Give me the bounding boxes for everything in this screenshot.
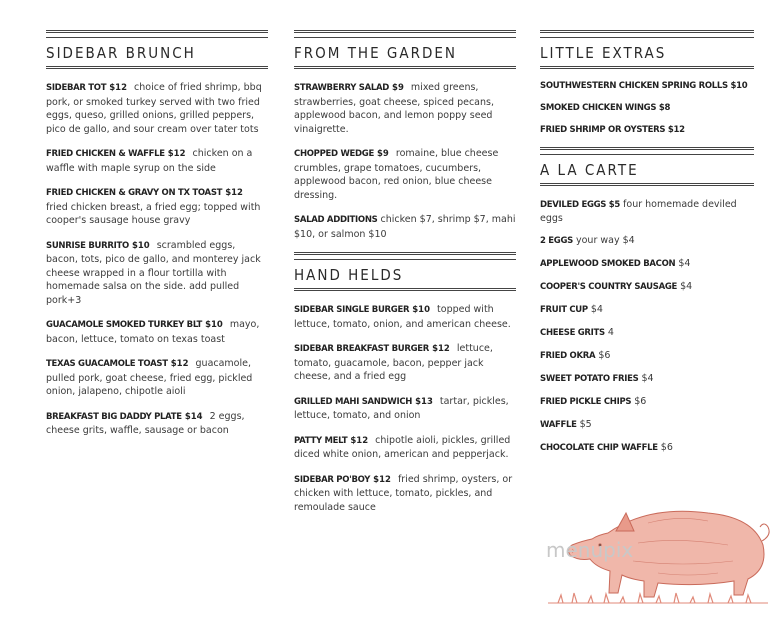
menu-item-price: $12 (350, 435, 369, 446)
menu-item-name: TEXAS GUACAMOLE TOAST (46, 359, 168, 369)
garden-items (294, 81, 516, 241)
menu-item-price: $13 (415, 396, 433, 407)
menu-item (46, 81, 268, 136)
a-la-carte-item (540, 257, 754, 271)
menu-item-name: FRIED CHICKEN & GRAVY ON TX TOAST (46, 188, 223, 198)
a-la-carte-item-detail: $4 (678, 258, 691, 269)
menu-item (294, 395, 516, 423)
a-la-carte-item (540, 372, 754, 386)
menu-item (294, 213, 516, 241)
menu-item-name: BREAKFAST BIG DADDY PLATE (46, 411, 182, 422)
a-la-carte-item (540, 349, 754, 363)
menu-item-description: fried chicken breast, a fried egg; topped with cooper's sausage house gravy (46, 201, 261, 226)
menu-item (46, 239, 268, 308)
menu-item-name: CHOPPED WEDGE (294, 149, 374, 159)
menu-item-description: fried shrimp, oysters, or chicken with lettuce, tomato, pickles, and remoulade sauce (294, 473, 513, 513)
section-title-little-extras: LITTLE EXTRAS (540, 37, 754, 69)
column-sidebar-brunch (46, 30, 268, 449)
menu-item-price: $9 (377, 149, 389, 159)
menu-item-description: scrambled eggs, bacon, tots, pico de gallo, and monterey jack cheese wrapped in a flour tortilla with homemade salsa on the side. add pulled pork+3 (46, 239, 261, 306)
a-la-carte-item-detail: $6 (634, 396, 647, 407)
a-la-carte-item-name: 2 EGGS (540, 236, 573, 246)
section-title-sidebar-brunch: SIDEBAR BRUNCH (46, 37, 268, 69)
a-la-carte-item (540, 234, 754, 248)
menu-item-name: GUACAMOLE SMOKED TURKEY BLT (46, 320, 203, 330)
a-la-carte-item-detail: four homemade deviled eggs (540, 199, 737, 224)
alc-items (540, 198, 754, 455)
menu-item-price: $9 (392, 83, 404, 93)
column-extras-alacarte (540, 30, 754, 464)
menu-item-name: SIDEBAR TOT (46, 83, 107, 93)
menu-item (294, 342, 516, 384)
section-top-rule (540, 147, 754, 150)
a-la-carte-item-detail: $4 (680, 281, 693, 292)
a-la-carte-item (540, 303, 754, 317)
a-la-carte-item-detail: $5 (579, 419, 592, 430)
a-la-carte-item-detail: 4 (607, 327, 614, 338)
menu-item (46, 357, 268, 399)
menu-item (294, 434, 516, 462)
section-title-from-the-garden: FROM THE GARDEN (294, 37, 516, 69)
section-top-rule (294, 30, 516, 33)
menu-item-description: lettuce, tomato, guacamole, bacon, pepper jack cheese, and a fried egg (294, 343, 493, 382)
section-top-rule (294, 252, 516, 255)
menu-item-price: $12 (167, 149, 186, 159)
menu-item-price: $10 (412, 305, 431, 315)
handheld-items (294, 303, 516, 514)
a-la-carte-item-name: APPLEWOOD SMOKED BACON (540, 259, 676, 269)
menu-item-description: guacamole, pulled pork, goat cheese, fried egg, pickled onion, jalapeno, chipotle aioli (46, 358, 253, 397)
a-la-carte-item (540, 441, 754, 455)
menu-item-name: SALAD ADDITIONS (294, 215, 378, 225)
menu-item-description: mayo, bacon, lettuce, tomato on texas toast (46, 319, 260, 345)
a-la-carte-item-name: FRIED OKRA (540, 351, 596, 361)
a-la-carte-item-name: CHOCOLATE CHIP WAFFLE (540, 443, 658, 453)
a-la-carte-item-detail: $6 (660, 442, 673, 453)
menu-item-description: topped with lettuce, tomato, onion, and american cheese. (294, 304, 511, 330)
menu-item (46, 318, 268, 346)
section-top-rule (46, 30, 268, 33)
menupix-watermark: menupix (546, 538, 634, 562)
menu-item-price: $10 (205, 320, 223, 330)
section-title-a-la-carte: A LA CARTE (540, 154, 754, 186)
menu-item-price: $12 (432, 344, 450, 354)
menu-item-name: SIDEBAR BREAKFAST BURGER (294, 344, 430, 354)
a-la-carte-item (540, 198, 754, 225)
menu-item (294, 81, 516, 136)
a-la-carte-item-detail: your way $4 (576, 235, 635, 246)
menu-item-name: SIDEBAR SINGLE BURGER (294, 305, 410, 315)
menu-item (46, 410, 268, 438)
menu-item-price: $12 (109, 83, 128, 93)
a-la-carte-item-name: CHEESE GRITS (540, 328, 605, 338)
extra-item: SMOKED CHICKEN WINGS $8 (540, 103, 671, 113)
menu-item-description: tartar, pickles, lettuce, tomato, and onion (294, 395, 509, 421)
menu-item-price: $12 (170, 359, 189, 369)
a-la-carte-item (540, 418, 754, 432)
menu-item-description: chicken on a waffle with maple syrup on the side (46, 148, 253, 174)
a-la-carte-item-name: COOPER'S COUNTRY SAUSAGE (540, 282, 678, 292)
a-la-carte-item-name: SWEET POTATO FRIES (540, 374, 639, 384)
menu-item-name: GRILLED MAHI SANDWICH (294, 396, 413, 407)
menu-item-description: chipotle aioli, pickles, grilled diced white onion, american and pepperjack. (294, 434, 511, 460)
extras-items (540, 81, 754, 135)
a-la-carte-item-name: DEVILED EGGS $5 (540, 200, 621, 210)
a-la-carte-item-detail: $6 (598, 350, 611, 361)
menu-item-description: mixed greens, strawberries, goat cheese, spiced pecans, applewood bacon, and lemon poppy seed vinaigrette. (294, 82, 494, 135)
menu-item-description: choice of fried shrimp, bbq pork, or smoked turkey served with two fried eggs, queso, grilled onions, grilled peppers, pico de gallo, and sour cream over tater tots (46, 82, 262, 135)
menu-item-price: $14 (184, 411, 203, 422)
menu-item-name: SIDEBAR PO'BOY (294, 474, 371, 485)
a-la-carte-item (540, 326, 754, 340)
a-la-carte-item (540, 280, 754, 294)
brunch-items (46, 81, 268, 438)
a-la-carte-item-detail: $4 (590, 304, 603, 315)
menu-item-name: SUNRISE BURRITO (46, 240, 129, 251)
menu-item-price: $10 (131, 240, 150, 251)
section-top-rule (540, 30, 754, 33)
menu-item-price: $12 (225, 188, 243, 198)
column-garden-handhelds (294, 30, 516, 525)
menu-item (294, 303, 516, 331)
a-la-carte-item-name: FRIED PICKLE CHIPS (540, 397, 632, 407)
extra-item: SOUTHWESTERN CHICKEN SPRING ROLLS $10 (540, 81, 748, 91)
section-title-hand-helds: HAND HELDS (294, 259, 516, 291)
menu-item (294, 473, 516, 515)
a-la-carte-item-name: WAFFLE (540, 420, 577, 430)
menu-item-description: romaine, blue cheese crumbles, grape tomatoes, cucumbers, applewood bacon, red onion, blue cheese dressing. (294, 148, 499, 201)
menu-item (294, 147, 516, 202)
menu-item (46, 186, 268, 228)
menu-item-description: chicken $7, shrimp $7, mahi $10, or salmon $10 (294, 214, 516, 240)
menu-item (46, 147, 268, 175)
extra-item: FRIED SHRIMP OR OYSTERS $12 (540, 125, 685, 135)
menu-item-price: $12 (373, 474, 391, 485)
a-la-carte-item (540, 395, 754, 409)
a-la-carte-item-name: FRUIT CUP (540, 305, 588, 315)
a-la-carte-item-detail: $4 (641, 373, 654, 384)
menu-item-name: STRAWBERRY SALAD (294, 83, 390, 93)
menu-item-name: FRIED CHICKEN & WAFFLE (46, 149, 165, 159)
menu-item-description: 2 eggs, cheese grits, waffle, sausage or bacon (46, 410, 245, 436)
menu-item-name: PATTY MELT (294, 435, 348, 446)
